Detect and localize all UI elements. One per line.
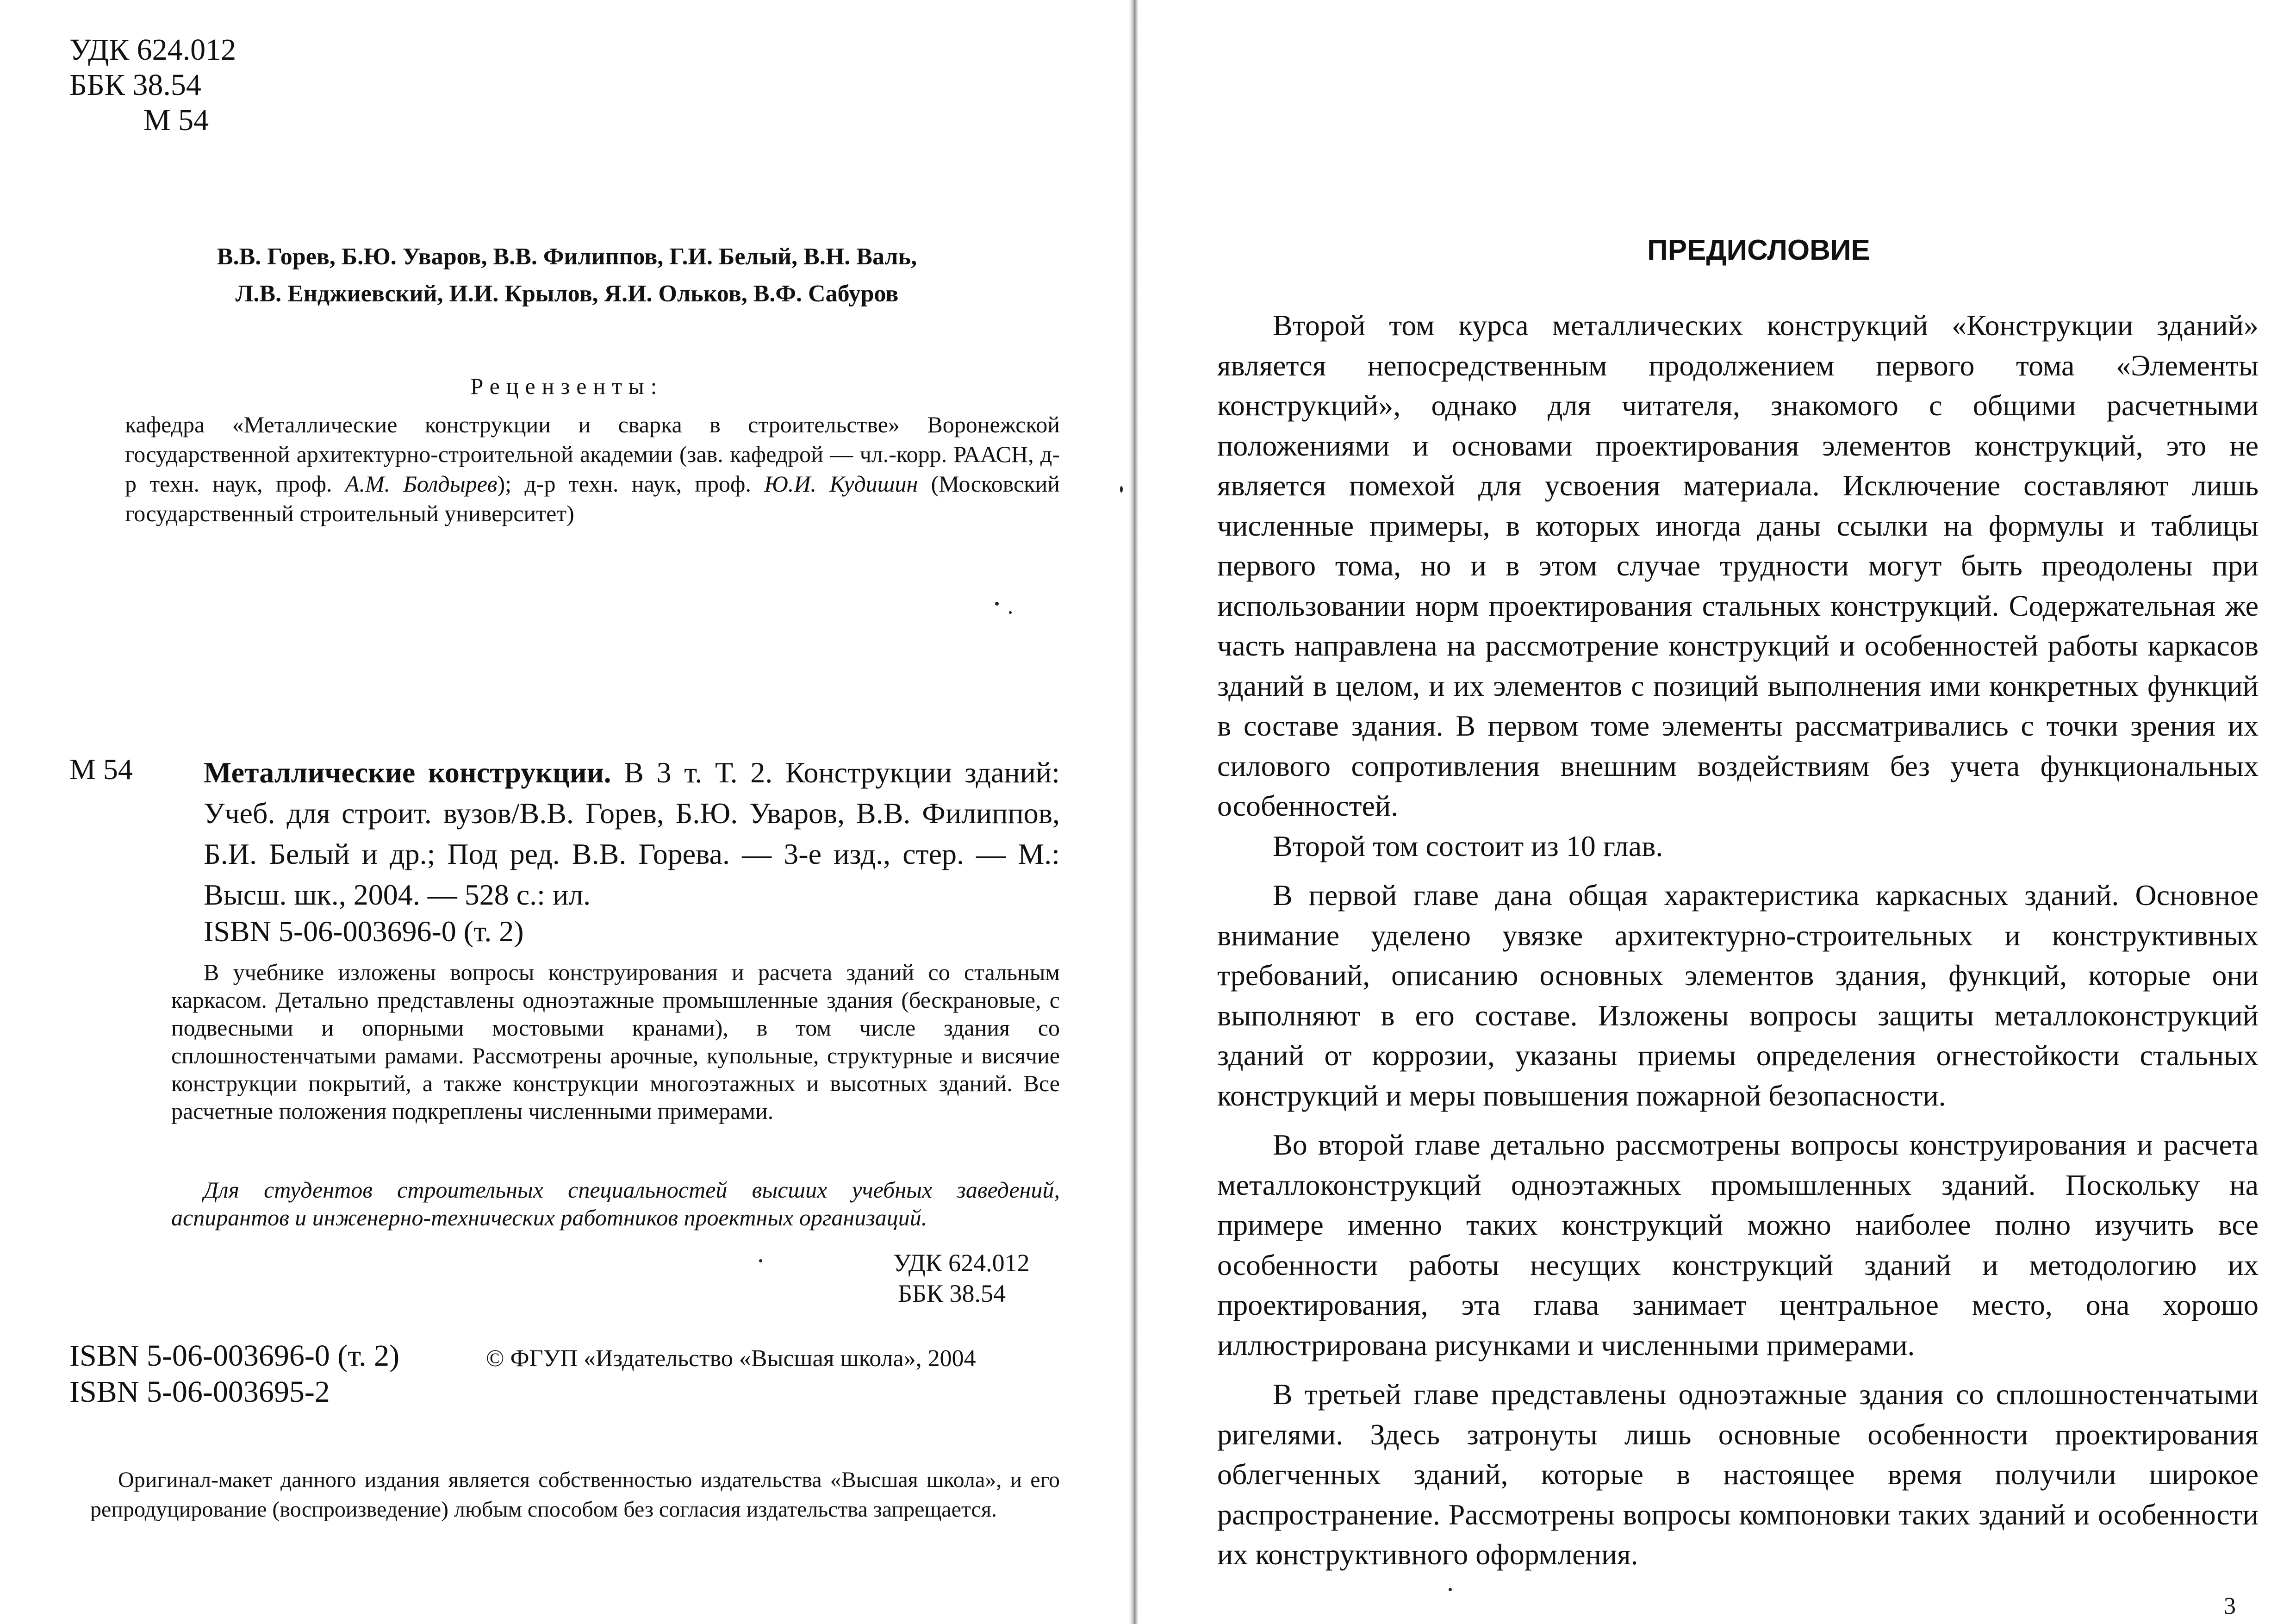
- udk-code: УДК 624.012: [69, 33, 236, 67]
- reviewers-text-b: ); д-р техн. наук, проф.: [497, 471, 765, 497]
- scan-speck: [759, 1259, 762, 1262]
- copyright: © ФГУП «Издательство «Высшая школа», 2004: [486, 1345, 976, 1372]
- copyright-notice: Оригинал-макет данного издания является собственностью издательства «Высшая школа», и его репродуцирование (воспроизведение) любым способом без согласия издательства запрещается.: [90, 1468, 1060, 1522]
- isbn-volume: ISBN 5-06-003696-0 (т. 2): [204, 915, 524, 948]
- preface-paragraph: В третьей главе представлены одноэтажные здания со сплошностенчатыми ригелями. Здесь затронуты лишь основные особенности проектирования облегченных зданий, которые в настоящее время получили широкое распространение. Рассмотрены вопросы компоновки таких зданий и особенности их конструктивного оформления.: [1217, 1378, 2259, 1571]
- isbn-line: ISBN 5-06-003695-2: [69, 1375, 330, 1409]
- udk-code-bottom: УДК 624.012: [893, 1249, 1030, 1277]
- preface-paragraph: В первой главе дана общая характеристика каркасных зданий. Основное внимание уделено увязке архитектурно-строительных и конструктивных требований, описанию основных элементов здания, функций, которые они выполняют в его составе. Изложены вопросы защиты металлоконструкций зданий от коррозии, указаны приемы определения огнестойкости стальных конструкций и меры повышения пожарной безопасности.: [1217, 879, 2259, 1112]
- preface-paragraph: Во второй главе детально рассмотрены вопросы конструирования и расчета металлоконструкций одноэтажных промышленных зданий. Поскольку на примере именно таких конструкций можно наиболее полно изучить все особенности работы несущих конструкций зданий и методологию их проектирования, эта глава занимает центральное место, она хорошо иллюстрирована рисунками и численными примерами.: [1217, 1128, 2259, 1362]
- authors-line-2: Л.В. Енджиевский, И.И. Крылов, Я.И. Ольков, В.Ф. Сабуров: [235, 281, 899, 307]
- catalog-mark: М 54: [69, 753, 133, 786]
- isbn-line: ISBN 5-06-003696-0 (т. 2): [69, 1339, 400, 1373]
- reviewer-name-1: А.М. Болдырев: [345, 471, 498, 497]
- scan-speck: [995, 602, 999, 606]
- reviewers-heading: Рецензенты:: [470, 373, 664, 399]
- reviewers-text-c: (Московский государственный строительный университет): [125, 471, 1060, 526]
- reviewer-name-2: Ю.И. Кудишин: [764, 471, 918, 497]
- preface-paragraph: Второй том курса металлических конструкций «Конструкции зданий» является непосредственным продолжением первого тома «Элементы конструкций», однако для читателя, знакомого с общими расчетными положениями и основами проектирования элементов конструкций, это не является помехой для усвоения материала. Исключение составляют лишь численные примеры, в которых иногда даны ссылки на формулы и таблицы первого тома, но и в этом случае трудности могут быть преодолены при использовании норм проектирования стальных конструкций. Содержательная же часть направлена на рассмотрение конструкций и особенностей работы каркасов зданий в целом, и их элементов с позиций выполнения ими конкретных функций в составе здания. В первом томе элементы рассматривались с точки зрения их силового сопротивления внешним воздействиям без учета функциональных особенностей.: [1217, 309, 2259, 822]
- page-number: 3: [2224, 1593, 2236, 1619]
- scan-speck: [1449, 1588, 1452, 1591]
- book-title: Металлические конструкции.: [204, 756, 611, 789]
- bbk-code-bottom: ББК 38.54: [898, 1280, 1006, 1307]
- author-mark: М 54: [143, 103, 209, 137]
- authors-line-1: В.В. Горев, Б.Ю. Уваров, В.В. Филиппов, Г.И. Белый, В.Н. Валь,: [217, 244, 917, 270]
- reviewers-text-a: кафедра «Металлические конструкции и сварка в строительстве» Воронежской государственной архитектурно-строительной академии (зав. кафедрой — чл.-корр. РААСН, д-р техн. наук, проф.: [125, 412, 1060, 497]
- scan-speck: [1009, 611, 1012, 614]
- preface-body: [1217, 306, 2259, 1575]
- scan-speck: [1120, 486, 1123, 493]
- target-audience: Для студентов строительных специальностей высших учебных заведений, аспирантов и инженерно-технических работников проектных организаций.: [171, 1177, 1060, 1230]
- annotation: В учебнике изложены вопросы конструирования и расчета зданий со стальным каркасом. Детально представлены одноэтажные промышленные здания (бескрановые, с подвесными и опорными мостовыми кранами), в том числе здания со сплошностенчатыми рамами. Рассмотрены арочные, купольные, структурные и висячие конструкции покрытий, а также конструкции многоэтажных и высотных зданий. Все расчетные положения подкреплены численными примерами.: [171, 959, 1060, 1124]
- bibliographic-details: В 3 т. Т. 2. Конструкции зданий: Учеб. для строит. вузов/В.В. Горев, Б.Ю. Уваров, В.В. Филиппов, Б.И. Белый и др.; Под ред. В.В. Горева. — 3-е изд., стер. — М.: Высш. шк., 2004. — 528 с.: ил.: [204, 756, 1060, 911]
- bbk-code: ББК 38.54: [69, 68, 201, 102]
- preface-paragraph: Второй том состоит из 10 глав.: [1273, 829, 1663, 862]
- preface-title: ПРЕДИСЛОВИЕ: [1647, 234, 1870, 266]
